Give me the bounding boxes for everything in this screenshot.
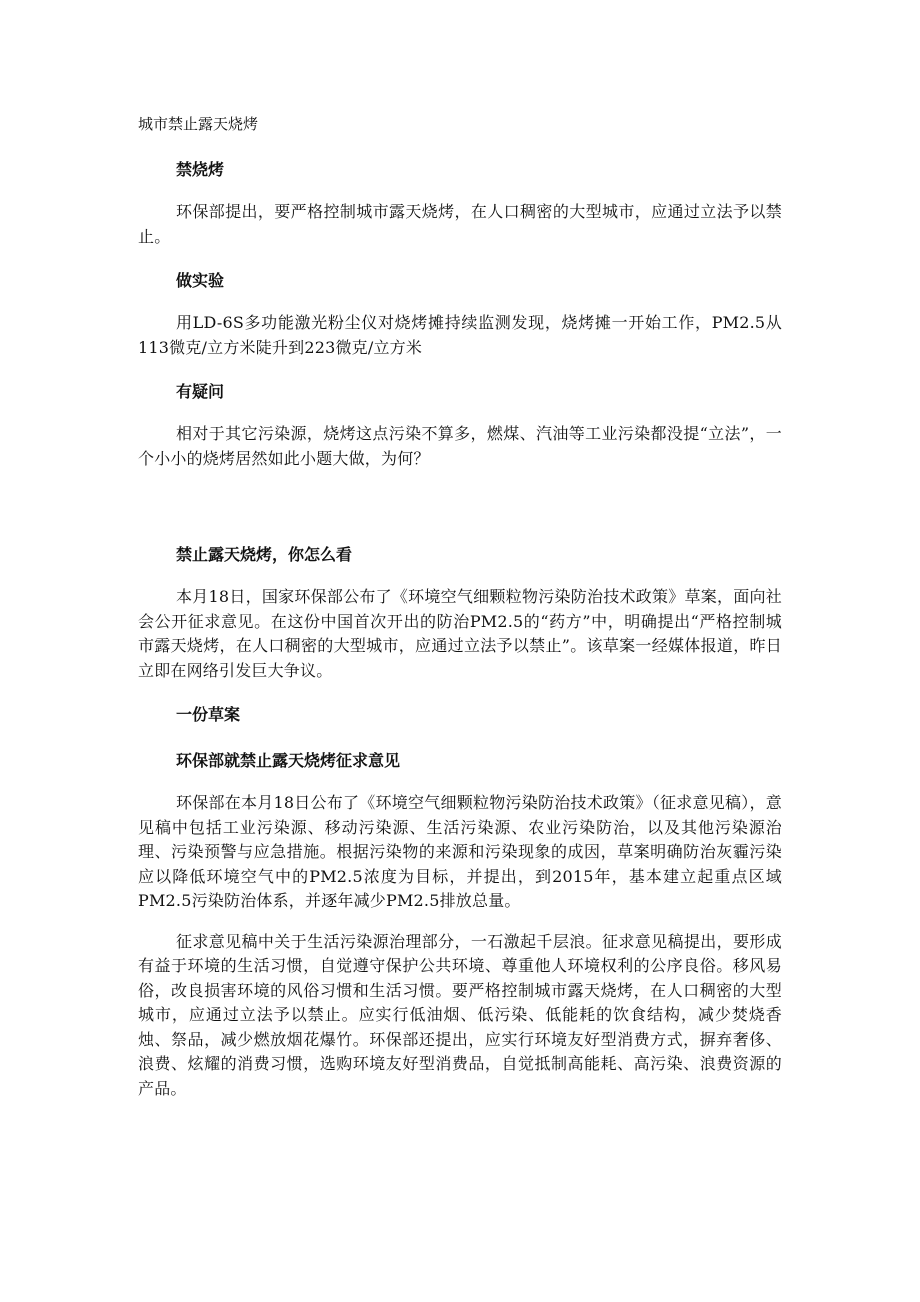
paragraph-experiment: 用LD-6S多功能激光粉尘仪对烧烤摊持续监测发现，烧烤摊一开始工作，PM2.5从113微克/立方米陡升到223微克/立方米 [138,313,782,357]
section-heading-opinion: 禁止露天烧烤，你怎么看 [176,545,353,564]
section-heading-question: 有疑问 [176,382,225,401]
paragraph-consultation-2: 征求意见稿中关于生活污染源治理部分，一石激起千层浪。征求意见稿提出，要形成有益于环境的生活习惯，自觉遵守保护公共环境、尊重他人环境权利的公序良俗。移风易俗，改良损害环境的风俗习惯和生活习惯。要严格控制城市露天烧烤，在人口稠密的大型城市，应通过立法予以禁止。应实行低油烟、低污染、低能耗的饮食结构，减少焚烧香烛、祭品，减少燃放烟花爆竹。环保部还提出，应实行环境友好型消费方式，摒弃奢侈、浪费、炫耀的消费习惯，选购环境友好型消费品，自觉抵制高能耗、高污染、浪费资源的产品。 [138,931,782,1098]
section-spacer [138,487,782,539]
section-heading-experiment: 做实验 [176,271,225,290]
paragraph-opinion: 本月18日，国家环保部公布了《环境空气细颗粒物污染防治技术政策》草案，面向社会公开征求意见。在这份中国首次开出的防治PM2.5的“药方”中，明确提出“严格控制城市露天烧烤，在人口稠密的大型城市，应通过立法予以禁止”。该草案一经媒体报道，昨日立即在网络引发巨大争议。 [138,587,782,680]
section-heading-ban-bbq: 禁烧烤 [176,160,225,179]
document-body [138,154,782,1117]
paragraph-ban-bbq: 环保部提出，要严格控制城市露天烧烤，在人口稠密的大型城市，应通过立法予以禁止。 [138,202,782,246]
section-heading-draft: 一份草案 [176,705,241,724]
section-heading-consultation: 环保部就禁止露天烧烤征求意见 [176,751,401,770]
paragraph-question: 相对于其它污染源，烧烤这点污染不算多，燃煤、汽油等工业污染都没提“立法”，一个小小的烧烤居然如此小题大做，为何？ [138,424,782,468]
document-title: 城市禁止露天烧烤 [138,115,259,133]
paragraph-consultation-1: 环保部在本月18日公布了《环境空气细颗粒物污染防治技术政策》（征求意见稿），意见稿中包括工业污染源、移动污染源、生活污染源、农业污染防治，以及其他污染源治理、污染预警与应急措施。根据污染物的来源和污染现象的成因，草案明确防治灰霾污染应以降低环境空气中的PM2.5浓度为目标，并提出，到2015年，基本建立起重点区域PM2.5污染防治体系，并逐年减少PM2.5排放总量。 [138,793,782,910]
